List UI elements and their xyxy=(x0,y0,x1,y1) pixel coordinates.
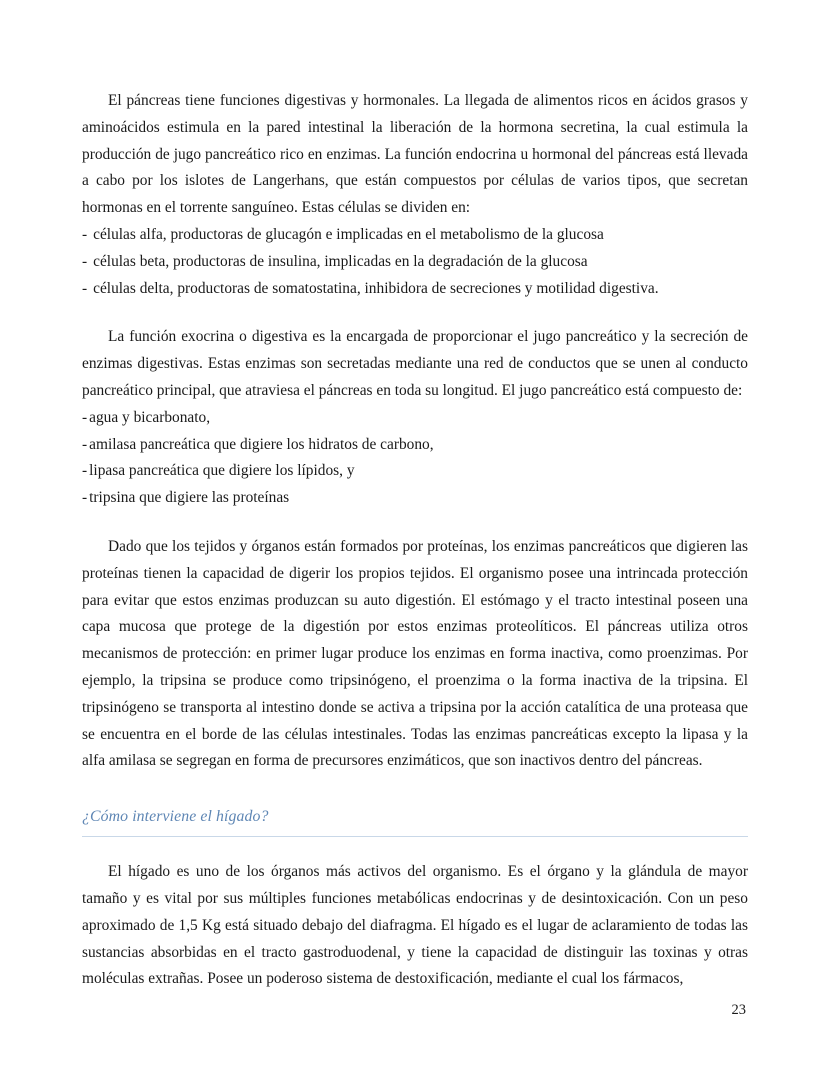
list-item xyxy=(82,222,748,249)
list-item-label: células delta, productoras de somatostatina, inhibidora de secreciones y motilidad digestiva. xyxy=(93,279,659,297)
list-item xyxy=(82,432,748,459)
page-number: 23 xyxy=(731,1002,746,1018)
list-item xyxy=(82,485,748,512)
hyphen-marker-icon: - xyxy=(82,225,88,243)
paragraph-pancreas-functions: El páncreas tiene funciones digestivas y hormonales. La llegada de alimentos ricos en ácidos grasos y aminoácidos estimula en la pared intestinal la liberación de la hormona secretina, la cual estimula la producción de jugo pancreático rico en enzimas. La función endocrina u hormonal del páncreas está llevada a cabo por los islotes de Langerhans, que están compuestos por células de varios tipos, que secretan hormonas en el torrente sanguíneo. Estas células se dividen en: xyxy=(82,92,748,217)
list-item xyxy=(82,458,748,485)
hyphen-marker-icon: - xyxy=(82,279,88,297)
page-content xyxy=(82,88,748,993)
list-item-label: lipasa pancreática que digiere los lípidos, y xyxy=(89,462,355,480)
paragraph-spacer xyxy=(82,837,748,859)
list-item xyxy=(82,405,748,432)
hyphen-marker-icon: - xyxy=(82,252,88,270)
hyphen-marker-icon: - xyxy=(82,462,88,480)
hyphen-marker-icon: - xyxy=(82,489,88,507)
list-item xyxy=(82,249,748,276)
list-item-label: agua y bicarbonato, xyxy=(89,408,211,426)
paragraph-exocrine-function: La función exocrina o digestiva es la encargada de proporcionar el jugo pancreático y la secreción de enzimas digestivas. Estas enzimas son secretadas mediante una red de conductos que se unen al conducto pancreático principal, que atraviesa el páncreas en toda su longitud. El jugo pancreático está compuesto de: xyxy=(82,328,748,399)
list-item-label: tripsina que digiere las proteínas xyxy=(89,489,290,507)
section-heading-block xyxy=(82,805,748,837)
list-item-label: células alfa, productoras de glucagón e implicadas en el metabolismo de la glucosa xyxy=(93,225,604,243)
hyphen-marker-icon: - xyxy=(82,408,88,426)
paragraph-proteolytic-protection: Dado que los tejidos y órganos están formados por proteínas, los enzimas pancreáticos que digieren las proteínas tienen la capacidad de digerir los propios tejidos. El organismo posee una intrincada protección para evitar que estos enzimas produzcan su auto digestión. El estómago y el tracto intestinal poseen una capa mucosa que protege de la digestión por estos enzimas proteolíticos. El páncreas utiliza otros mecanismos de protección: en primer lugar produce los enzimas en forma inactiva, como proenzimas. Por ejemplo, la tripsina se produce como tripsinógeno, el proenzima o la forma inactiva de la tripsina. El tripsinógeno se transporta al intestino donde se activa a tripsina por la acción catalítica de una proteasa que se encuentra en el borde de las células intestinales. Todas las enzimas pancreáticas excepto la lipasa y la alfa amilasa se segregan en forma de precursores enzimáticos, que son inactivos dentro del páncreas. xyxy=(82,537,748,770)
hyphen-marker-icon: - xyxy=(82,435,88,453)
list-item xyxy=(82,276,748,303)
list-item-label: células beta, productoras de insulina, implicadas en la degradación de la glucosa xyxy=(93,252,588,270)
paragraph-spacer xyxy=(82,512,748,534)
paragraph-spacer xyxy=(82,302,748,324)
page-title: ¿Cómo interviene el hígado? xyxy=(82,808,269,826)
list-pancreatic-cell-types xyxy=(82,222,748,302)
list-item-label: amilasa pancreática que digiere los hidratos de carbono, xyxy=(89,435,434,453)
paragraph-liver-overview: El hígado es uno de los órganos más activos del organismo. Es el órgano y la glándula de mayor tamaño y es vital por sus múltiples funciones metabólicas endocrinas y de desintoxicación. Con un peso aproximado de 1,5 Kg está situado debajo del diafragma. El hígado es el lugar de aclaramiento de todas las sustancias absorbidas en el tracto gastroduodenal, y tiene la capacidad de distinguir las toxinas y otras moléculas extrañas. Posee un poderoso sistema de destoxificación, mediante el cual los fármacos, xyxy=(82,863,748,988)
list-pancreatic-juice-components xyxy=(82,405,748,512)
